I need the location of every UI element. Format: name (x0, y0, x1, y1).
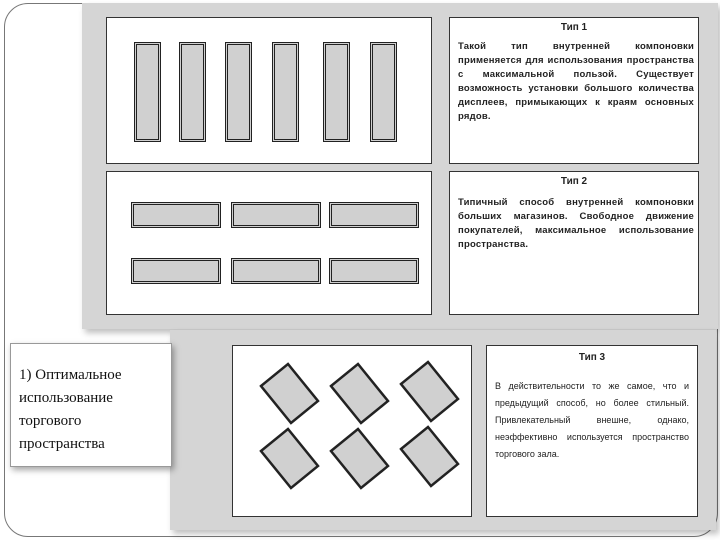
caption-line-1 (19, 364, 122, 387)
type2-text: Типичный способ внутренней компоновки больших магазинов. Свободное движение покупателей, максимальное использование пространства. (458, 197, 694, 250)
caption-box (10, 343, 172, 467)
layout-figure-bottom (170, 330, 716, 530)
shelf-horizontal (329, 202, 419, 228)
shelf-vertical (370, 42, 397, 142)
shelf-horizontal (131, 258, 221, 284)
shelf-vertical (225, 42, 252, 142)
type3-text-panel (486, 345, 698, 517)
shelf-diagonal (261, 364, 318, 423)
type3-text: В действительности то же самое, что и предыдущий способ, но более стильный. Привлекательный внешне, однако, неэффективно используется пространство торгового зала. (495, 381, 689, 459)
shelf-diagonal (401, 362, 458, 421)
shelf-horizontal (231, 202, 321, 228)
diagonal-shelves (233, 346, 471, 516)
caption-line-2: использование (19, 390, 113, 406)
shelf-horizontal (231, 258, 321, 284)
caption-line-3: торгового (19, 413, 82, 429)
type1-text-panel (449, 17, 699, 164)
type2-diagram-panel (106, 171, 432, 315)
caption-number: 1) (19, 367, 32, 383)
shelf-horizontal (329, 258, 419, 284)
shelf-diagonal (331, 364, 388, 423)
layout-figure-top (82, 3, 718, 329)
shelf-diagonal (401, 427, 458, 486)
shelf-vertical (323, 42, 350, 142)
type1-diagram-panel (106, 17, 432, 164)
caption-line-4: пространства (19, 436, 105, 452)
type2-text-panel (449, 171, 699, 315)
type3-diagram-panel (232, 345, 472, 517)
caption-text (19, 364, 122, 456)
shelf-diagonal (331, 429, 388, 488)
shelf-vertical (134, 42, 161, 142)
type1-title: Тип 1 (560, 22, 588, 33)
shelf-vertical (179, 42, 206, 142)
shelf-diagonal (261, 429, 318, 488)
shelf-vertical (272, 42, 299, 142)
caption-word: Оптимальное (35, 367, 122, 383)
type2-title: Тип 2 (560, 176, 588, 187)
type1-text: Такой тип внутренней компоновки применяется для использования пространства с максимальной пользой. Существует возможность установки большого количества дисплеев, примыкающих к краям основных рядов. (458, 41, 694, 122)
type3-title: Тип 3 (578, 352, 606, 363)
shelf-horizontal (131, 202, 221, 228)
